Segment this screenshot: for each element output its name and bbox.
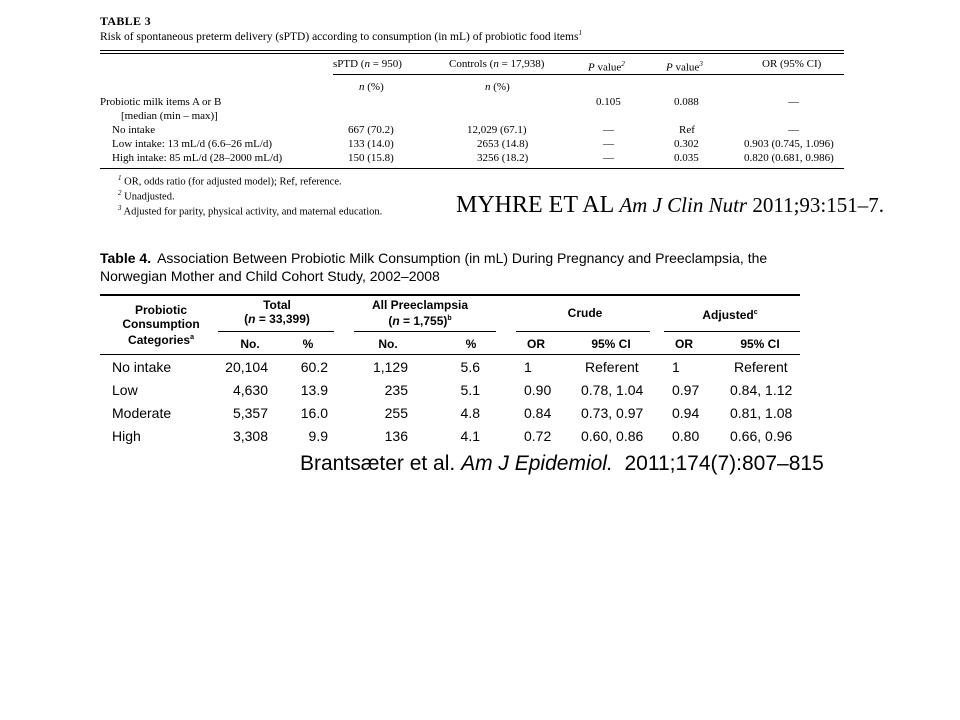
table4-span-rule-total bbox=[218, 331, 334, 332]
table4-header-preeclampsia: All Preeclampsia (n = 1,755)$^b$ bbox=[371, 298, 469, 328]
table3-header-p-unadjusted: P value$^2$ bbox=[588, 60, 625, 74]
table4-top-rule bbox=[100, 294, 800, 296]
table4-cell-pre-pct: 4.1 bbox=[460, 428, 480, 444]
table3-cell-or: 0.820 (0.681, 0.986) bbox=[744, 152, 834, 164]
table4-cell-label: Low bbox=[112, 382, 138, 398]
table3-cell-label: No intake bbox=[112, 124, 156, 136]
table3-subheader-sptd: n (%) bbox=[359, 81, 384, 93]
table4-cell-adj-ci: 0.84, 1.12 bbox=[730, 382, 793, 398]
table3-cell-p-adjusted: Ref bbox=[679, 124, 695, 136]
table4-subheader-adj-ci: 95% CI bbox=[740, 337, 780, 351]
table4-subheader-adj-or: OR bbox=[675, 337, 693, 351]
table4-cell-crude-or: 0.84 bbox=[524, 405, 552, 421]
table4-cell-pre-no: 136 bbox=[384, 428, 408, 444]
table3-cell-or: — bbox=[788, 124, 799, 136]
table4-cell-crude-ci: 0.60, 0.86 bbox=[581, 428, 644, 444]
table3-cell-controls: 12,029 (67.1) bbox=[467, 124, 527, 136]
table3-group-label: Probiotic milk items A or B bbox=[100, 96, 222, 108]
table3-footnote-2: $^2$ Unadjusted. bbox=[118, 189, 175, 203]
table3-cell-controls: 2653 (14.8) bbox=[477, 138, 529, 150]
table3-cell-p-adjusted: 0.302 bbox=[674, 138, 699, 150]
table3-cell-label: Low intake: 13 mL/d (6.6–26 mL/d) bbox=[112, 138, 273, 150]
table4-cell-adj-ci: 0.66, 0.96 bbox=[730, 428, 793, 444]
table3-cell-sptd: 133 (14.0) bbox=[348, 138, 394, 150]
table3-header-sptd: sPTD (n = 950) bbox=[333, 58, 402, 70]
table4-cell-label: High bbox=[112, 428, 141, 444]
table4-header-total: Total (n = 33,399) bbox=[244, 298, 310, 326]
table4-cell-adj-ci: Referent bbox=[734, 359, 788, 375]
table4-subheader-pre-pct: % bbox=[465, 337, 477, 351]
table4-subheader-crude-or: OR bbox=[527, 337, 545, 351]
table4-cell-pre-pct: 5.1 bbox=[460, 382, 480, 398]
table4-subheader-pre-no: No. bbox=[378, 337, 398, 351]
table4-cell-crude-or: 0.90 bbox=[524, 382, 552, 398]
table4-span-rule-preeclampsia bbox=[354, 331, 496, 332]
table4-cell-crude-ci: 0.73, 0.97 bbox=[581, 405, 644, 421]
table4-cell-total-no: 3,308 bbox=[232, 428, 268, 444]
table4-cell-crude-or: 0.72 bbox=[524, 428, 552, 444]
table4-cell-total-pct: 9.9 bbox=[308, 428, 328, 444]
table4-span-rule-adjusted bbox=[664, 331, 800, 332]
table4-subheader-crude-ci: 95% CI bbox=[591, 337, 631, 351]
table3-citation: MYHRE ET AL Am J Clin Nutr 2011;93:151–7. bbox=[456, 192, 884, 218]
table4-cell-total-pct: 60.2 bbox=[300, 359, 328, 375]
table3-header-p-adjusted: P value$^3$ bbox=[666, 60, 703, 74]
table4-subheader-total-pct: % bbox=[302, 337, 314, 351]
table3-footnote-1: $^1$ OR, odds ratio (for adjusted model); Ref, reference. bbox=[118, 174, 342, 188]
table3-cell-p-adjusted: 0.035 bbox=[674, 152, 699, 164]
table4-cell-adj-or: 1 bbox=[672, 359, 680, 375]
table3-cell-label: High intake: 85 mL/d (28–2000 mL/d) bbox=[112, 152, 283, 164]
table4-cell-total-no: 20,104 bbox=[225, 359, 268, 375]
table4-header-adjusted: Adjusted$^c$ bbox=[702, 308, 758, 322]
table4-citation: Brantsæter et al. Am J Epidemiol. 2011;174(7):807–815 bbox=[300, 452, 824, 475]
table4-header-category: Probiotic Consumption Categories$^a$ bbox=[122, 303, 200, 347]
table3-footnote-3: $^3$ Adjusted for parity, physical activity, and maternal education. bbox=[118, 204, 383, 218]
table4-cell-pre-no: 1,129 bbox=[372, 359, 408, 375]
table4-cell-total-pct: 16.0 bbox=[300, 405, 328, 421]
table3-cell-p-unadjusted: — bbox=[603, 138, 614, 150]
table3-top-rule-double bbox=[100, 53, 844, 54]
table4-cell-pre-no: 255 bbox=[384, 405, 408, 421]
table4-cell-total-no: 5,357 bbox=[232, 405, 268, 421]
table4-cell-adj-or: 0.80 bbox=[672, 428, 700, 444]
table4-subheader-total-no: No. bbox=[240, 337, 260, 351]
table4-cell-pre-no: 235 bbox=[384, 382, 408, 398]
table3-cell-sptd: 150 (15.8) bbox=[348, 152, 394, 164]
table3-subheader-controls: n (%) bbox=[485, 81, 510, 93]
table3-caption: Risk of spontaneous preterm delivery (sPTD) according to consumption (in mL) of probiotic food items$^1$ bbox=[100, 29, 582, 43]
table4-cell-pre-pct: 5.6 bbox=[460, 359, 480, 375]
table3-top-rule bbox=[100, 50, 844, 51]
table3-header-or: OR (95% CI) bbox=[762, 58, 822, 70]
table4-span-rule-crude bbox=[516, 331, 650, 332]
table3-cell-controls: 3256 (18.2) bbox=[477, 152, 529, 164]
table3-group-p-unadjusted: 0.105 bbox=[596, 96, 621, 108]
table4-cell-total-no: 4,630 bbox=[232, 382, 268, 398]
table4-cell-crude-ci: 0.78, 1.04 bbox=[581, 382, 644, 398]
table3-cell-sptd: 667 (70.2) bbox=[348, 124, 394, 136]
table4-cell-label: Moderate bbox=[112, 405, 172, 421]
table3-bottom-rule bbox=[100, 168, 844, 169]
table4-cell-label: No intake bbox=[112, 359, 172, 375]
table3-group-p-adjusted: 0.088 bbox=[674, 96, 699, 108]
table4-title: Table 4. Association Between Probiotic Milk Consumption (in mL) During Pregnancy and Preeclampsia, the Norwegian Mother and Child Cohort Study, 2002–2008 bbox=[100, 250, 768, 284]
table3-group-sublabel: [median (min – max)] bbox=[121, 110, 218, 122]
table3-header-controls: Controls (n = 17,938) bbox=[449, 58, 545, 70]
table3-cell-p-unadjusted: — bbox=[603, 124, 614, 136]
table4-cell-crude-or: 1 bbox=[524, 359, 532, 375]
table4-cell-adj-ci: 0.81, 1.08 bbox=[730, 405, 793, 421]
table4-cell-pre-pct: 4.8 bbox=[460, 405, 480, 421]
table3-group-or: — bbox=[788, 96, 799, 108]
table4-cell-adj-or: 0.94 bbox=[672, 405, 700, 421]
table4-cell-total-pct: 13.9 bbox=[300, 382, 328, 398]
table3-cell-or: 0.903 (0.745, 1.096) bbox=[744, 138, 834, 150]
table4-header-bottom-rule bbox=[100, 354, 800, 355]
table4-cell-adj-or: 0.97 bbox=[672, 382, 700, 398]
table4-header-crude: Crude bbox=[567, 306, 603, 320]
table3-cell-p-unadjusted: — bbox=[603, 152, 614, 164]
table3-header-rule bbox=[333, 74, 844, 75]
table3-label: TABLE 3 bbox=[100, 14, 151, 28]
table4-cell-crude-ci: Referent bbox=[585, 359, 639, 375]
